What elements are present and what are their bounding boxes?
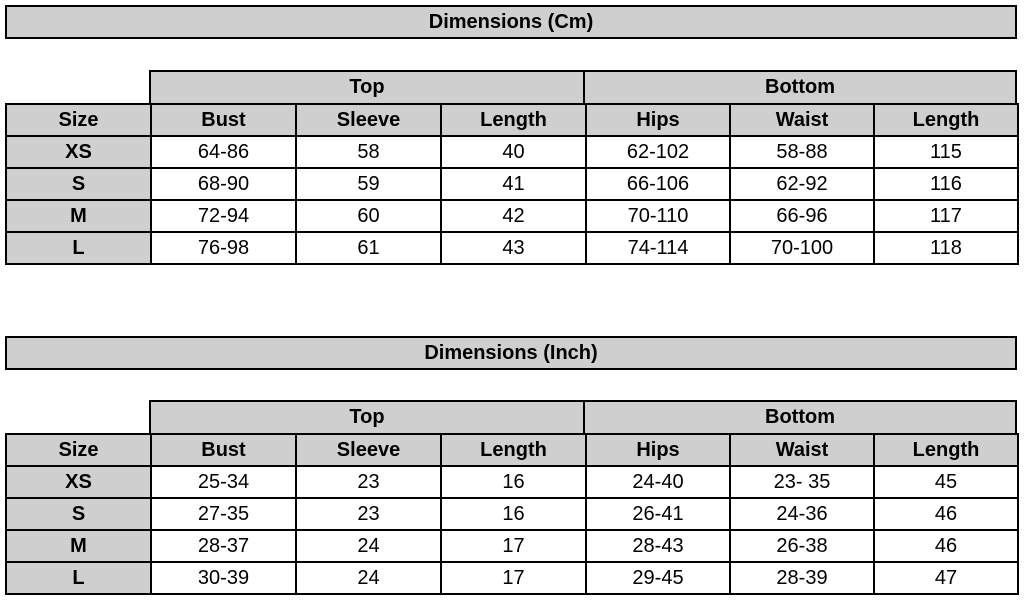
value-cell: 72-94 bbox=[151, 200, 296, 232]
table-row bbox=[6, 498, 1018, 530]
cm-header-size: Size bbox=[6, 104, 151, 136]
cm-top-group-header: Top bbox=[149, 70, 585, 105]
value-cell: 117 bbox=[874, 200, 1018, 232]
inch-header-hips: Hips bbox=[586, 434, 730, 466]
value-cell: 61 bbox=[296, 232, 441, 264]
value-cell: 45 bbox=[874, 466, 1018, 498]
value-cell: 58 bbox=[296, 136, 441, 168]
inch-header-bottom-length: Length bbox=[874, 434, 1018, 466]
value-cell: 59 bbox=[296, 168, 441, 200]
cm-header-row bbox=[6, 104, 1018, 136]
value-cell: 28-37 bbox=[151, 530, 296, 562]
table-row bbox=[6, 562, 1018, 594]
value-cell: 70-110 bbox=[586, 200, 730, 232]
value-cell: 64-86 bbox=[151, 136, 296, 168]
value-cell: 24 bbox=[296, 562, 441, 594]
value-cell: 70-100 bbox=[730, 232, 874, 264]
value-cell: 43 bbox=[441, 232, 586, 264]
cm-header-bottom-length: Length bbox=[874, 104, 1018, 136]
value-cell: 26-41 bbox=[586, 498, 730, 530]
value-cell: 24-40 bbox=[586, 466, 730, 498]
value-cell: 25-34 bbox=[151, 466, 296, 498]
cm-bottom-group-header: Bottom bbox=[583, 70, 1017, 105]
value-cell: 76-98 bbox=[151, 232, 296, 264]
cm-header-sleeve: Sleeve bbox=[296, 104, 441, 136]
cm-header-top-length: Length bbox=[441, 104, 586, 136]
value-cell: 29-45 bbox=[586, 562, 730, 594]
value-cell: 17 bbox=[441, 562, 586, 594]
value-cell: 62-102 bbox=[586, 136, 730, 168]
value-cell: 58-88 bbox=[730, 136, 874, 168]
size-cell: L bbox=[6, 562, 151, 594]
size-cell: S bbox=[6, 168, 151, 200]
value-cell: 60 bbox=[296, 200, 441, 232]
inch-size-table bbox=[5, 433, 1019, 595]
value-cell: 23 bbox=[296, 498, 441, 530]
size-cell: M bbox=[6, 530, 151, 562]
value-cell: 46 bbox=[874, 498, 1018, 530]
table-row bbox=[6, 168, 1018, 200]
size-cell: S bbox=[6, 498, 151, 530]
value-cell: 115 bbox=[874, 136, 1018, 168]
value-cell: 27-35 bbox=[151, 498, 296, 530]
table-row bbox=[6, 200, 1018, 232]
inch-header-top-length: Length bbox=[441, 434, 586, 466]
cm-header-waist: Waist bbox=[730, 104, 874, 136]
value-cell: 26-38 bbox=[730, 530, 874, 562]
value-cell: 28-43 bbox=[586, 530, 730, 562]
inch-bottom-group-header: Bottom bbox=[583, 400, 1017, 435]
inch-header-sleeve: Sleeve bbox=[296, 434, 441, 466]
value-cell: 118 bbox=[874, 232, 1018, 264]
value-cell: 40 bbox=[441, 136, 586, 168]
cm-size-table bbox=[5, 103, 1019, 265]
table-row bbox=[6, 232, 1018, 264]
inch-top-group-header: Top bbox=[149, 400, 585, 435]
value-cell: 74-114 bbox=[586, 232, 730, 264]
table-row bbox=[6, 530, 1018, 562]
value-cell: 30-39 bbox=[151, 562, 296, 594]
value-cell: 42 bbox=[441, 200, 586, 232]
inch-header-waist: Waist bbox=[730, 434, 874, 466]
value-cell: 16 bbox=[441, 498, 586, 530]
size-cell: XS bbox=[6, 136, 151, 168]
cm-header-bust: Bust bbox=[151, 104, 296, 136]
size-cell: L bbox=[6, 232, 151, 264]
cm-section-title: Dimensions (Cm) bbox=[5, 5, 1017, 39]
inch-header-bust: Bust bbox=[151, 434, 296, 466]
value-cell: 24 bbox=[296, 530, 441, 562]
value-cell: 16 bbox=[441, 466, 586, 498]
value-cell: 24-36 bbox=[730, 498, 874, 530]
value-cell: 62-92 bbox=[730, 168, 874, 200]
value-cell: 28-39 bbox=[730, 562, 874, 594]
value-cell: 47 bbox=[874, 562, 1018, 594]
inch-header-size: Size bbox=[6, 434, 151, 466]
value-cell: 17 bbox=[441, 530, 586, 562]
value-cell: 46 bbox=[874, 530, 1018, 562]
value-cell: 116 bbox=[874, 168, 1018, 200]
inch-section-title: Dimensions (Inch) bbox=[5, 336, 1017, 370]
size-cell: XS bbox=[6, 466, 151, 498]
table-row bbox=[6, 466, 1018, 498]
size-cell: M bbox=[6, 200, 151, 232]
value-cell: 41 bbox=[441, 168, 586, 200]
value-cell: 66-96 bbox=[730, 200, 874, 232]
value-cell: 23 bbox=[296, 466, 441, 498]
cm-header-hips: Hips bbox=[586, 104, 730, 136]
table-row bbox=[6, 136, 1018, 168]
value-cell: 68-90 bbox=[151, 168, 296, 200]
value-cell: 23- 35 bbox=[730, 466, 874, 498]
inch-header-row bbox=[6, 434, 1018, 466]
value-cell: 66-106 bbox=[586, 168, 730, 200]
